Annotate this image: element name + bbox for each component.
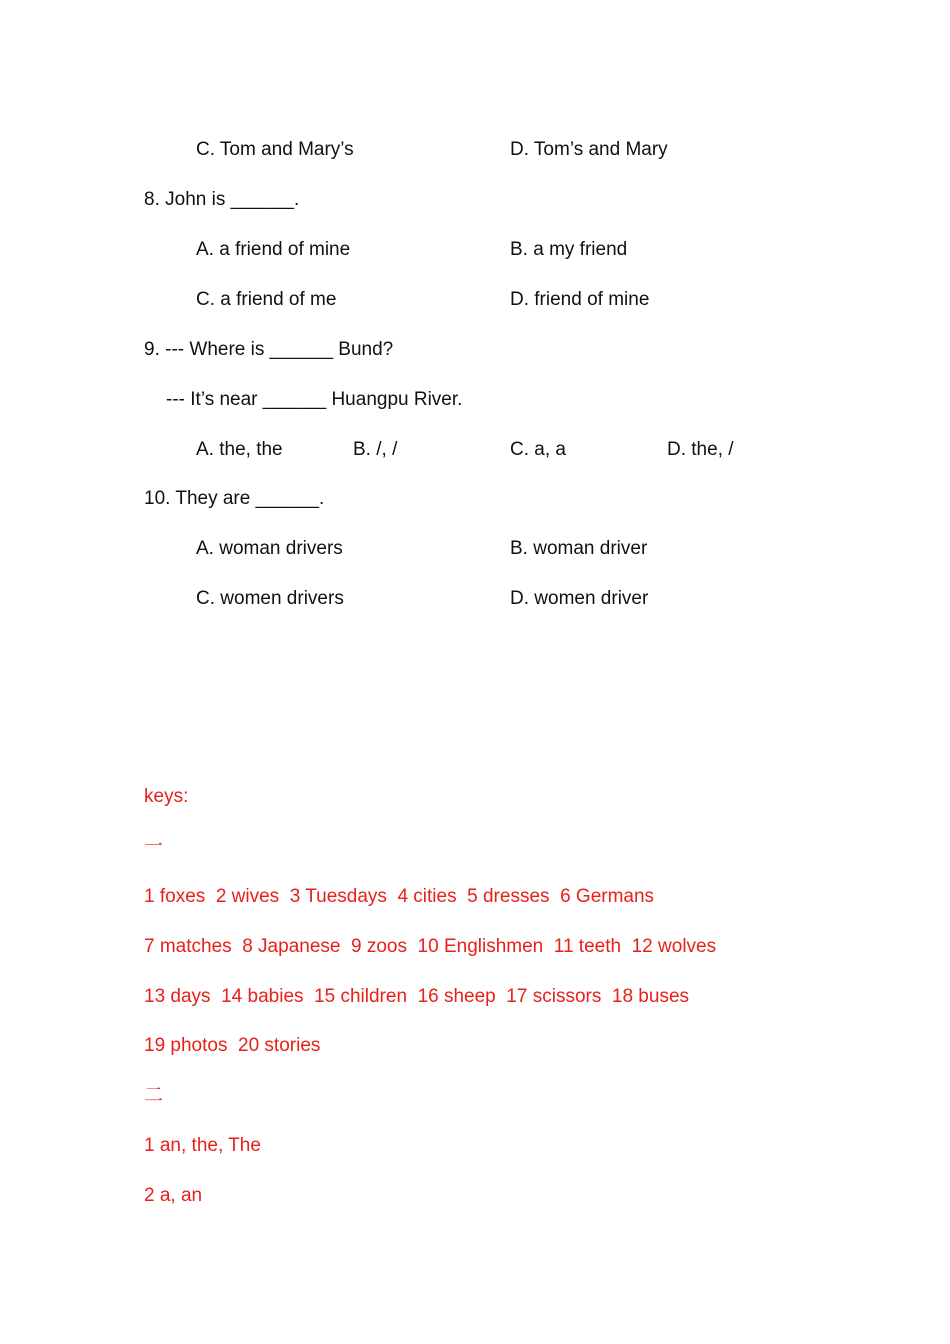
q9-stem-reply: --- It’s near ______ Huangpu River. <box>166 389 463 410</box>
keys-section-1-line: 1 foxes 2 wives 3 Tuesdays 4 cities 5 dresses 6 Germans <box>144 886 655 907</box>
q10-option-d: D. women driver <box>510 588 649 609</box>
keys-section-2-line: 2 a, an <box>144 1185 203 1206</box>
q10-option-b: B. woman driver <box>510 538 648 559</box>
q10-stem: 10. They are ______. <box>144 488 325 509</box>
q8-stem: 8. John is ______. <box>144 189 300 210</box>
q8-option-b: B. a my friend <box>510 239 628 260</box>
q9-option-d: D. the, / <box>667 439 734 460</box>
keys-section-1-line: 13 days 14 babies 15 children 16 sheep 17 scissors 18 buses <box>144 986 690 1007</box>
q8-option-d: D. friend of mine <box>510 289 650 310</box>
q7-option-d: D. Tom’s and Mary <box>510 139 668 160</box>
q9-option-a: A. the, the <box>196 439 283 460</box>
keys-section-1-line: 19 photos 20 stories <box>144 1035 321 1056</box>
q7-option-c: C. Tom and Mary’s <box>196 139 354 160</box>
q10-option-a: A. woman drivers <box>196 538 343 559</box>
keys-section-2-mark: 二 <box>144 1085 164 1106</box>
keys-section-1-line: 7 matches 8 Japanese 9 zoos 10 Englishmen 11 teeth 12 wolves <box>144 936 717 957</box>
q9-option-b: B. /, / <box>353 439 398 460</box>
keys-section-2-line: 1 an, the, The <box>144 1135 261 1156</box>
q9-option-c: C. a, a <box>510 439 566 460</box>
keys-heading: keys: <box>144 786 189 807</box>
keys-section-1-mark: 一 <box>144 836 164 857</box>
q10-option-c: C. women drivers <box>196 588 344 609</box>
q8-option-c: C. a friend of me <box>196 289 337 310</box>
q9-stem: 9. --- Where is ______ Bund? <box>144 339 394 360</box>
q8-option-a: A. a friend of mine <box>196 239 351 260</box>
